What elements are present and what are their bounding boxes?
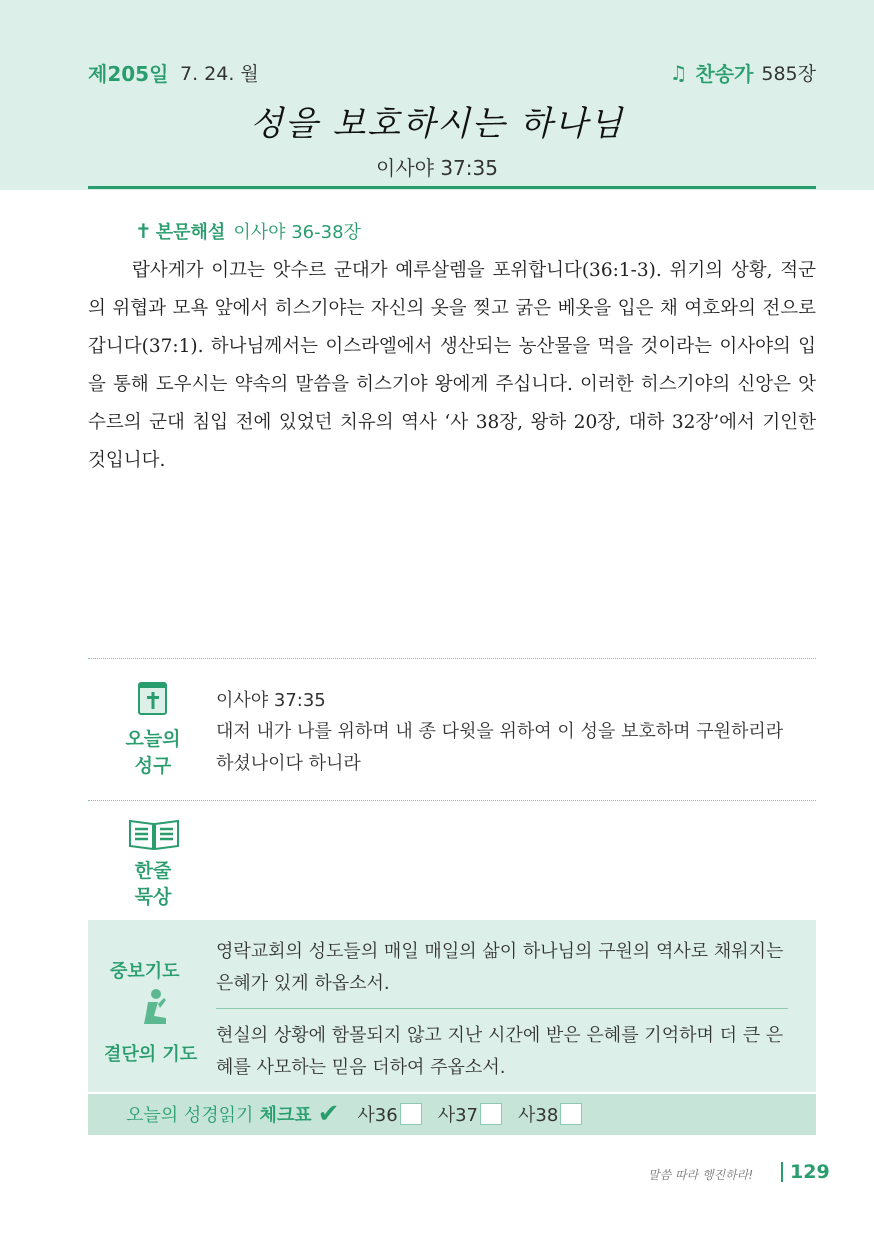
title-reference: 이사야 37:35 (376, 156, 498, 180)
page-number: 129 (790, 1161, 830, 1183)
checklist-item: 사37 (438, 1101, 502, 1127)
praying-person-icon (134, 988, 170, 1030)
decision-text: 현실의 상황에 함몰되지 않고 지난 시간에 받은 은혜를 기억하며 더 큰 은혜를 사모하는 믿음 더하여 주옵소서. (216, 1025, 784, 1078)
checklist-label: 오늘의 성경읽기 (126, 1105, 254, 1126)
checkbox[interactable] (400, 1103, 422, 1125)
page-title: 성을 보호하시는 하나님 (249, 104, 625, 144)
checklist-item: 사38 (518, 1101, 582, 1127)
reading-checklist (126, 1101, 598, 1127)
hymn-info (669, 58, 816, 87)
commentary-range: 이사야 36-38장 (233, 222, 361, 243)
checklist-item: 사36 (357, 1101, 421, 1127)
footer-motto: 말씀 따라 행진하라! (648, 1168, 754, 1182)
hymn-label: 찬송가 (695, 62, 754, 86)
divider (88, 800, 816, 801)
header-divider (88, 186, 816, 189)
verse-text: 대저 내가 나를 위하며 내 종 다윗을 위하여 이 성을 보호하며 구원하리라 하셨나이다 하니라 (216, 721, 784, 774)
commentary-heading (135, 218, 361, 244)
checkbox[interactable] (480, 1103, 502, 1125)
commentary-text: 랍사게가 이끄는 앗수르 군대가 예루살렘을 포위합니다(36:1-3). 위기의 상황, 적군의 위협과 모욕 앞에서 히스기야는 자신의 옷을 찢고 굵은 베옷을 입은 채 여호와의 전으로 갑니다(37:1). 하나님께서는 이스라엘에서 생산되는 농산물을 먹을 것이라는 이사야의 입을 통해 도우시는 약속의 말씀을 히스기야 왕에게 주십니다. 이러한 히스기야의 신앙은 앗수르의 군대 침입 전에 있었던 치유의 역사 ‘사 38장, 왕하 20장, 대하 32장’에서 기인한 것입니다. (88, 260, 816, 471)
checklist-label-strong: 체크표 (259, 1105, 312, 1126)
open-book-icon (128, 817, 180, 851)
day-number: 제205일 (88, 62, 169, 86)
meditation-label: 한줄 묵상 (134, 860, 172, 908)
verse-label: 오늘의 성구 (125, 728, 181, 777)
divider (88, 658, 816, 659)
checkmark-icon: ✔ (317, 1099, 340, 1129)
prayer-divider (216, 1008, 788, 1009)
commentary-title: 본문해설 (155, 222, 226, 243)
cross-icon: ✝ (135, 219, 152, 243)
hymn-number: 585장 (761, 63, 816, 85)
footer-separator (781, 1162, 783, 1182)
checkbox[interactable] (560, 1103, 582, 1125)
music-note-icon: ♫ (669, 60, 688, 85)
date: 7. 24. 월 (180, 63, 259, 85)
intercession-text: 영락교회의 성도들의 매일 매일의 삶이 하나님의 구원의 역사로 채워지는 은혜가 있게 하옵소서. (216, 941, 784, 994)
intercession-label: 중보기도 (110, 961, 180, 982)
bible-icon (138, 682, 168, 716)
decision-label: 결단의 기도 (104, 1044, 198, 1065)
verse-reference: 이사야 37:35 (216, 690, 326, 711)
